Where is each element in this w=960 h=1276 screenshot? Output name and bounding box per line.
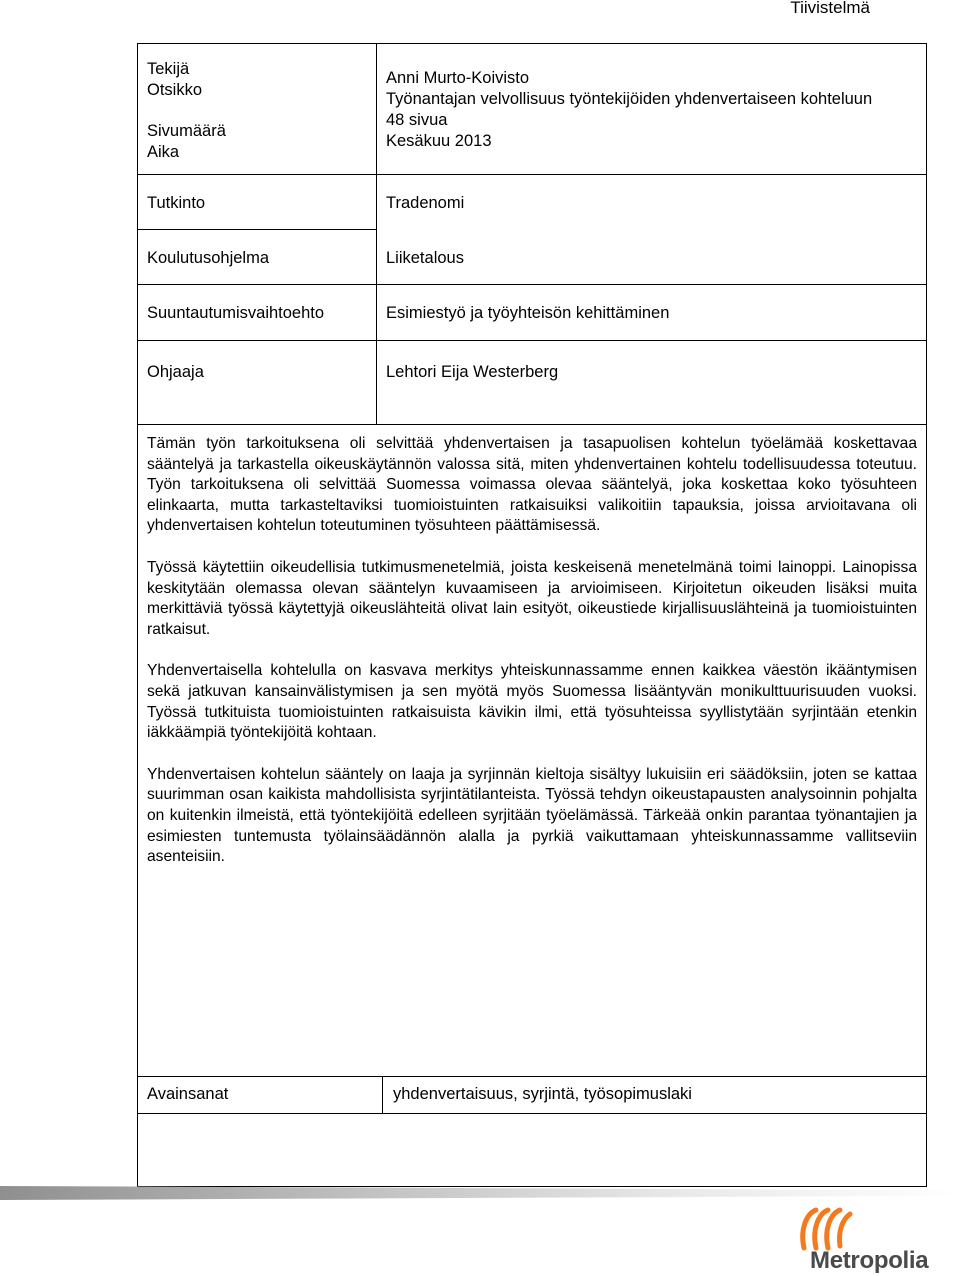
abstract-paragraph: Yhdenvertaisen kohtelun sääntely on laaja ja syrjinnän kieltoja sisältyy lukuisiin eri säädöksiin, joten se kattaa suurimman osan kaikista mahdollisista syrjintätilanteista. Työssä tehdyn oikeustapausten analysoinnin pohjalta on kuitenkin ilmeistä, että työntekijöitä edelleen syrjitään työelämässä. Tärkeää onkin parantaa työnantajien ja esimiesten tuntemusta työlainsäädännön alalla ja pyrkiä vaikuttamaan yhteiskunnassamme vallitseviin asenteisiin.	[147, 765, 917, 866]
keywords-value: yhdenvertaisuus, syrjintä, työsopimuslaki	[393, 1085, 692, 1103]
programme-label: Koulutusohjelma	[147, 249, 269, 267]
meta-values	[386, 68, 872, 152]
row-divider	[138, 174, 926, 175]
footer-band	[0, 1186, 960, 1200]
row-divider	[138, 424, 926, 425]
meta-labels	[147, 59, 226, 163]
author-value: Anni Murto-Koivisto	[386, 69, 530, 87]
abstract-text	[147, 434, 917, 889]
pages-label: Sivumäärä	[147, 122, 226, 140]
keywords-label: Avainsanat	[147, 1085, 229, 1103]
specialisation-value: Esimiestyö ja työyhteisön kehittäminen	[386, 304, 670, 322]
spacer	[147, 101, 226, 121]
author-label: Tekijä	[147, 60, 190, 78]
metropolia-logo	[780, 1200, 930, 1276]
supervisor-value: Lehtori Eija Westerberg	[386, 363, 559, 381]
row-divider	[376, 340, 926, 341]
row-divider	[138, 284, 377, 285]
date-label: Aika	[147, 143, 180, 161]
row-divider	[376, 284, 926, 285]
title-label: Otsikko	[147, 81, 203, 99]
pages-value: 48 sivua	[386, 111, 448, 129]
column-divider	[382, 1077, 383, 1113]
abstract-paragraph: Tämän työn tarkoituksena oli selvittää yhdenvertaisen ja tasapuolisen kohtelun työelämää koskettavaa sääntelyä ja tarkastella oikeuskäytännön valossa sitä, miten yhdenvertainen kohtelu todellisuudessa toteutuu. Työn tarkoituksena oli selvittää Suomessa voimassa olevaa sääntelyä, joka koskettaa koko työsuhteen elinkaarta, mutta tarkasteltaviksi tuomioistuinten ratkaisuiksi valikoitiin tapauksia, joissa arvioitavana oli yhdenvertaisen kohtelun toteutuminen työsuhteen päättämisessä.	[147, 435, 917, 535]
title-value: Työnantajan velvollisuus työntekijöiden yhdenvertaiseen kohteluun	[386, 90, 873, 108]
abstract-form	[137, 43, 927, 1187]
abstract-paragraph: Työssä käytettiin oikeudellisia tutkimusmenetelmiä, joista keskeisenä menetelmänä toimi lainoppi. Lainopissa keskitytään olemassa olevan sääntelyn kuvaamiseen ja arvioimiseen. Kirjoitetun oikeuden lisäksi muita merkittäviä työssä käytettyjä oikeuslähteitä olivat lain esityöt, oikeustiede kirjallisuuslähteinä ja tuomioistuinten ratkaisut.	[147, 558, 917, 638]
abstract-paragraph: Yhdenvertaisella kohtelulla on kasvava merkitys yhteiskunnassamme ennen kaikkea väestön ikääntymisen sekä jatkuvan kansainvälistymisen ja sen myötä myös Suomessa lisääntyvän monikulttuurisuuden vuoksi. Työssä tutkituista tuomioistuinten ratkaisuista kävikin ilmi, että työsuhteissa syyllistytään syrjintään etenkin iäkkäämpiä työntekijöitä kohtaan.	[147, 662, 917, 742]
degree-value: Tradenomi	[386, 194, 465, 212]
supervisor-label: Ohjaaja	[147, 363, 204, 381]
specialisation-label: Suuntautumisvaihtoehto	[147, 304, 325, 322]
column-divider	[376, 44, 377, 424]
metropolia-logo-icon	[790, 1200, 870, 1252]
degree-label: Tutkinto	[147, 194, 206, 212]
document-type-label: Tiivistelmä	[790, 0, 870, 17]
row-divider	[138, 229, 377, 230]
programme-value: Liiketalous	[386, 249, 464, 267]
row-divider	[138, 340, 377, 341]
logo-text: Metropolia	[810, 1247, 929, 1274]
keywords-row	[137, 1076, 927, 1114]
date-value: Kesäkuu 2013	[386, 132, 492, 150]
